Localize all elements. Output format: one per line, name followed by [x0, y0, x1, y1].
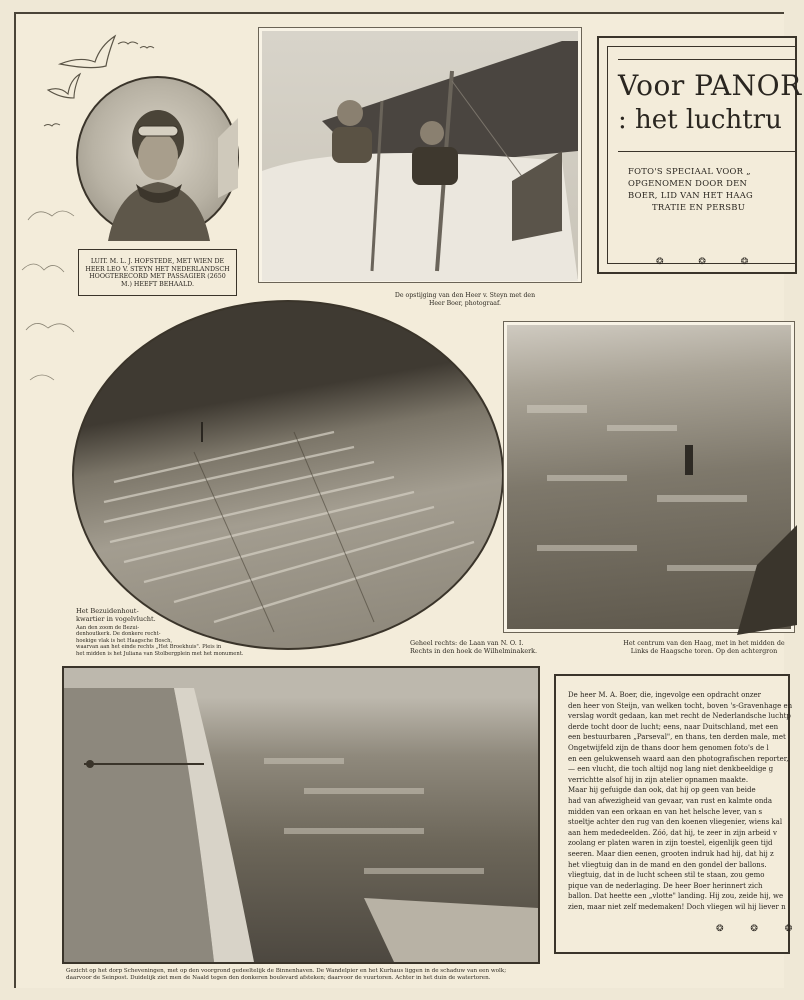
- subtitle-line-4: TRATIE EN PERSBU: [652, 202, 746, 212]
- headline-rule-bottom: [618, 151, 795, 152]
- centrum-caption: Het centrum van den Haag, met in het midden de Links de Haagsche toren. Op den achtergron: [623, 639, 785, 655]
- headline-subtitle: [628, 165, 753, 213]
- subtitle-line-3: BOER, LID VAN HET HAAG: [628, 190, 754, 200]
- article-box: [554, 674, 804, 954]
- headline-box: [597, 36, 802, 274]
- headline-ornaments: ❂ ❂ ❂: [656, 257, 765, 267]
- laan-noi-caption: Geheel rechts: de Laan van N. O. I. Rechts in den hoek de Wilhelminakerk.: [410, 639, 538, 655]
- centrum-photo: [504, 322, 794, 632]
- takeoff-caption: De opstijging van den Heer v. Steyn met den Heer Boer, photograaf.: [394, 292, 536, 307]
- biplane-cockpit-image: [262, 31, 578, 279]
- headline-rule-top: [618, 59, 795, 60]
- article-ornaments: ❂ ❂ ❂: [716, 924, 804, 934]
- headline-inner-frame: [607, 46, 802, 267]
- bezuidenhout-photo: [72, 300, 504, 650]
- portrait-photo: [76, 76, 239, 239]
- scheveningen-caption: Gezicht op het dorp Scheveningen, met op den voorgrond gedeeltelijk de Binnenhaven. De Wandelpier en het Kurhaus liggen in de schaduw van een wolk; daarvoor de Seinpost. Duidelijk ziet men de Naald tegen den donkeren boulevard afsteken; daarvoor de vuurtoren. Achter in het duin de watertoren.: [66, 968, 507, 981]
- portrait-caption: LUIT. M. L. J. HOFSTEDE, MET WIEN DE HEER LEO V. STEYN HET NEDERLANDSCH HOOGTERECORD MET PASSAGIER (2650 M.) HEEFT BEHAALD.: [78, 249, 237, 296]
- bezuidenhout-caption-title: Het Bezuidenhout- kwartier in vogelvlucht.: [76, 607, 156, 623]
- headline-line-1: Voor PANOR: [618, 69, 802, 102]
- headline-line-2: : het luchtru: [618, 105, 782, 135]
- aerial-centrum-image: [507, 325, 797, 635]
- aviator-portrait: [78, 78, 241, 241]
- scheveningen-photo: [62, 666, 540, 964]
- takeoff-photo: [259, 28, 581, 282]
- aerial-bezuidenhout-image: [74, 302, 506, 652]
- article-text: De heer M. A. Boer, die, ingevolge een opdracht onzer den heer von Steijn, van welken tocht, boven 's-Gravenhage en verslag wordt gedaan, kan met recht de Nederlandsche luchtp derde tocht door de lucht; eens, naar Duitschland, met een een bestuurbaren „Parseval", en thans, ten derden male, met Ongetwijfeld zijn de thans door hem genomen foto's de l en een gelukwenseh waard aan den photografischen reporter, — een vlucht, die toch altijd nog lang niet denkbeeldige g verrichtte alsof hij in zijn atelier opnamen maakte. Maar hij gefuigde dan ook, dat hij op geen van beide had van afwezigheid van gevaar, van rust en kalmte onda midden van een orkaan en van het helsche lever, van s stoeltje achter den rug van den koenen vliegenier, wiens kal aan hem mededeelden. Zóó, dat hij, te zeer in zijn arbeid v zoolang er platen waren in zijn toestel, eigenlijk geen tijd seeren. Maar dien eenen, grooten indruk had hij, dat hij z het vliegtuig dan in de mand en den gondel der ballons. vliegtuig, dat in de lucht scheen stil te staan, zou gemo pique van de nederlaging. De heer Boer herinnert zich ballon. Dat heette een „vlotte" landing. Hij zou, zeide hij, we zien, maar niet zelf medemaken! Doch vliegen wil hij liever n: [568, 691, 793, 911]
- bezuidenhout-caption-body: Aan den zoom de Bezui- denhoutkerk. De donkere recht- hoekige vlak is het Haagsche Bosch, waarvan aan het einde rechts „Het Broekhuis". Pleis in het midden is het Juliana van Stolbergplein met het monument.: [76, 625, 244, 657]
- subtitle-line-1: FOTO'S SPECIAAL VOOR „: [628, 166, 751, 176]
- subtitle-line-2: OPGENOMEN DOOR DEN: [628, 178, 751, 188]
- aerial-scheveningen-image: [64, 668, 538, 962]
